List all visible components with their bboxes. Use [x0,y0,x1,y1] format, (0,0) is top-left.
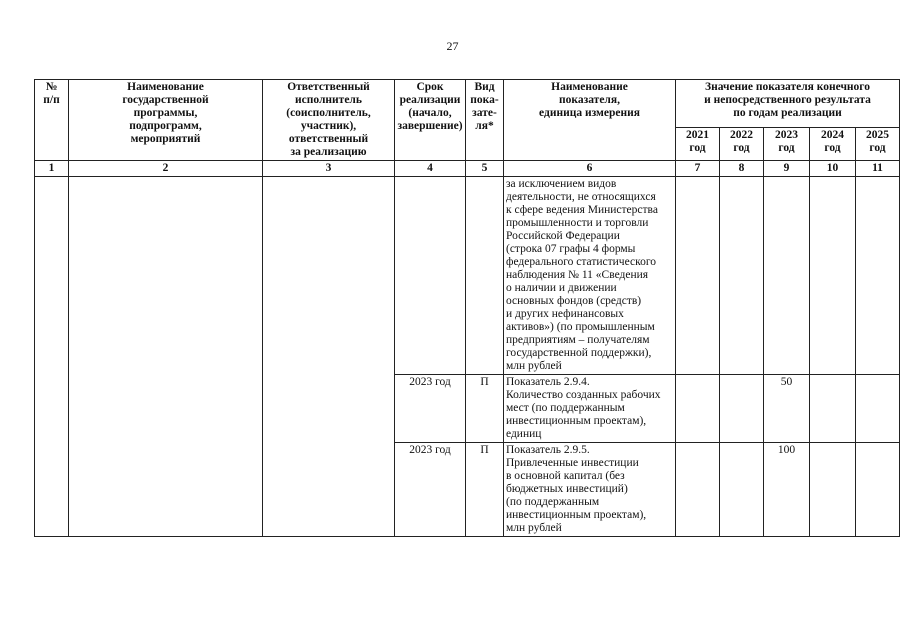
cell-program-name [69,177,263,537]
col-num-3: 3 [263,161,395,177]
cell-number [35,177,69,537]
cell-kind: П [466,443,504,537]
cell-value-2025 [856,375,900,443]
page-number: 27 [446,39,459,53]
header-year-2021: 2021 год [676,127,720,160]
cell-term [395,177,466,375]
cell-value-2024 [810,443,856,537]
col-num-4: 4 [395,161,466,177]
cell-value-2021 [676,177,720,375]
cell-term: 2023 год [395,375,466,443]
cell-value-2021 [676,443,720,537]
col-num-7: 7 [676,161,720,177]
header-indicator-name: Наименование показателя, единица измерения [504,80,676,161]
header-year-2024: 2024 год [810,127,856,160]
cell-indicator: за исключением видов деятельности, не относящихся к сфере ведения Министерства промышленности и торговли Российской Федерации (строка 07 графы 4 формы федерального статистического наблюдения № 11 «Сведения о наличии и движении основных фондов (средств) и других нефинансовых активов») (по промышленным предприятиям – получателям государственной поддержки), млн рублей [504,177,676,375]
table-row [35,177,900,375]
cell-term: 2023 год [395,443,466,537]
header-year-2023: 2023 год [764,127,810,160]
cell-value-2022 [720,443,764,537]
header-number: № п/п [35,80,69,161]
col-num-6: 6 [504,161,676,177]
cell-value-2024 [810,177,856,375]
header-indicator-kind: Вид пока- зате- ля* [466,80,504,161]
cell-value-2023 [764,177,810,375]
cell-value-2022 [720,177,764,375]
col-num-8: 8 [720,161,764,177]
header-responsible: Ответственный исполнитель (соисполнитель, участник), ответственный за реализацию [263,80,395,161]
cell-indicator: Показатель 2.9.4. Количество созданных рабочих мест (по поддержанным инвестиционным проектам), единиц [504,375,676,443]
cell-value-2025 [856,177,900,375]
col-num-11: 11 [856,161,900,177]
column-number-row [35,161,900,177]
cell-indicator: Показатель 2.9.5. Привлеченные инвестиции в основной капитал (без бюджетных инвестиций) (по поддержанным инвестиционным проектам), млн рублей [504,443,676,537]
cell-kind [466,177,504,375]
col-num-1: 1 [35,161,69,177]
cell-value-2025 [856,443,900,537]
header-values-group: Значение показателя конечного и непосредственного результата по годам реализации [676,80,900,128]
cell-value-2022 [720,375,764,443]
header-year-2022: 2022 год [720,127,764,160]
indicator-table [34,79,900,537]
cell-value-2021 [676,375,720,443]
header-program-name: Наименование государственной программы, подпрограмм, мероприятий [69,80,263,161]
header-year-2025: 2025 год [856,127,900,160]
col-num-10: 10 [810,161,856,177]
col-num-5: 5 [466,161,504,177]
cell-responsible [263,177,395,537]
col-num-2: 2 [69,161,263,177]
cell-value-2024 [810,375,856,443]
cell-value-2023: 100 [764,443,810,537]
header-row-1 [35,80,900,128]
cell-value-2023: 50 [764,375,810,443]
col-num-9: 9 [764,161,810,177]
cell-kind: П [466,375,504,443]
header-term: Срок реализации (начало, завершение) [395,80,466,161]
